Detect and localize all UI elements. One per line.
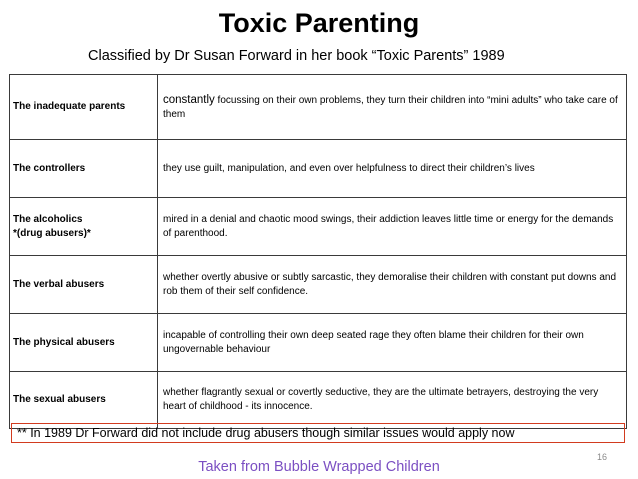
parent-description-cell: incapable of controlling their own deep seated rage they often blame their children for their own ungovernable behaviour [158,314,627,372]
page-number: 16 [596,452,607,462]
toxic-parent-types-table [9,74,627,429]
description-lead-word: constantly [163,93,215,106]
table-row [10,140,627,198]
parent-type-line: *(drug abusers)* [13,227,91,239]
source-credit: Taken from Bubble Wrapped Children [198,459,440,475]
table-row [10,75,627,140]
slide-title: Toxic Parenting [218,8,420,38]
slide-subtitle: Classified by Dr Susan Forward in her book “Toxic Parents” 1989 [88,48,505,64]
table-row [10,256,627,314]
parent-type-cell: The verbal abusers [10,256,158,314]
table-row [10,372,627,429]
parent-type-cell: The physical abusers [10,314,158,372]
table-row [10,314,627,372]
parent-type-cell: The controllers [10,140,158,198]
parent-description-cell [158,75,627,140]
parent-description-cell: mired in a denial and chaotic mood swings, their addiction leaves little time or energy for the demands of parenthood. [158,198,627,256]
parent-type-cell [10,198,158,256]
parent-description-cell: they use guilt, manipulation, and even over helpfulness to direct their children’s lives [158,140,627,198]
description-text: focussing on their own problems, they turn their children into “mini adults” who take care of them [163,94,618,120]
parent-description-cell: whether flagrantly sexual or covertly seductive, they are the ultimate betrayers, destroying the very heart of childhood - its innocence. [158,372,627,429]
table-row [10,198,627,256]
parent-type-cell: The inadequate parents [10,75,158,140]
parent-type-line: The alcoholics [13,213,83,225]
parent-type-cell: The sexual abusers [10,372,158,429]
footnote-box: ** In 1989 Dr Forward did not include drug abusers though similar issues would apply now [11,423,625,443]
parent-description-cell: whether overtly abusive or subtly sarcastic, they demoralise their children with constant put downs and rob them of their self confidence. [158,256,627,314]
